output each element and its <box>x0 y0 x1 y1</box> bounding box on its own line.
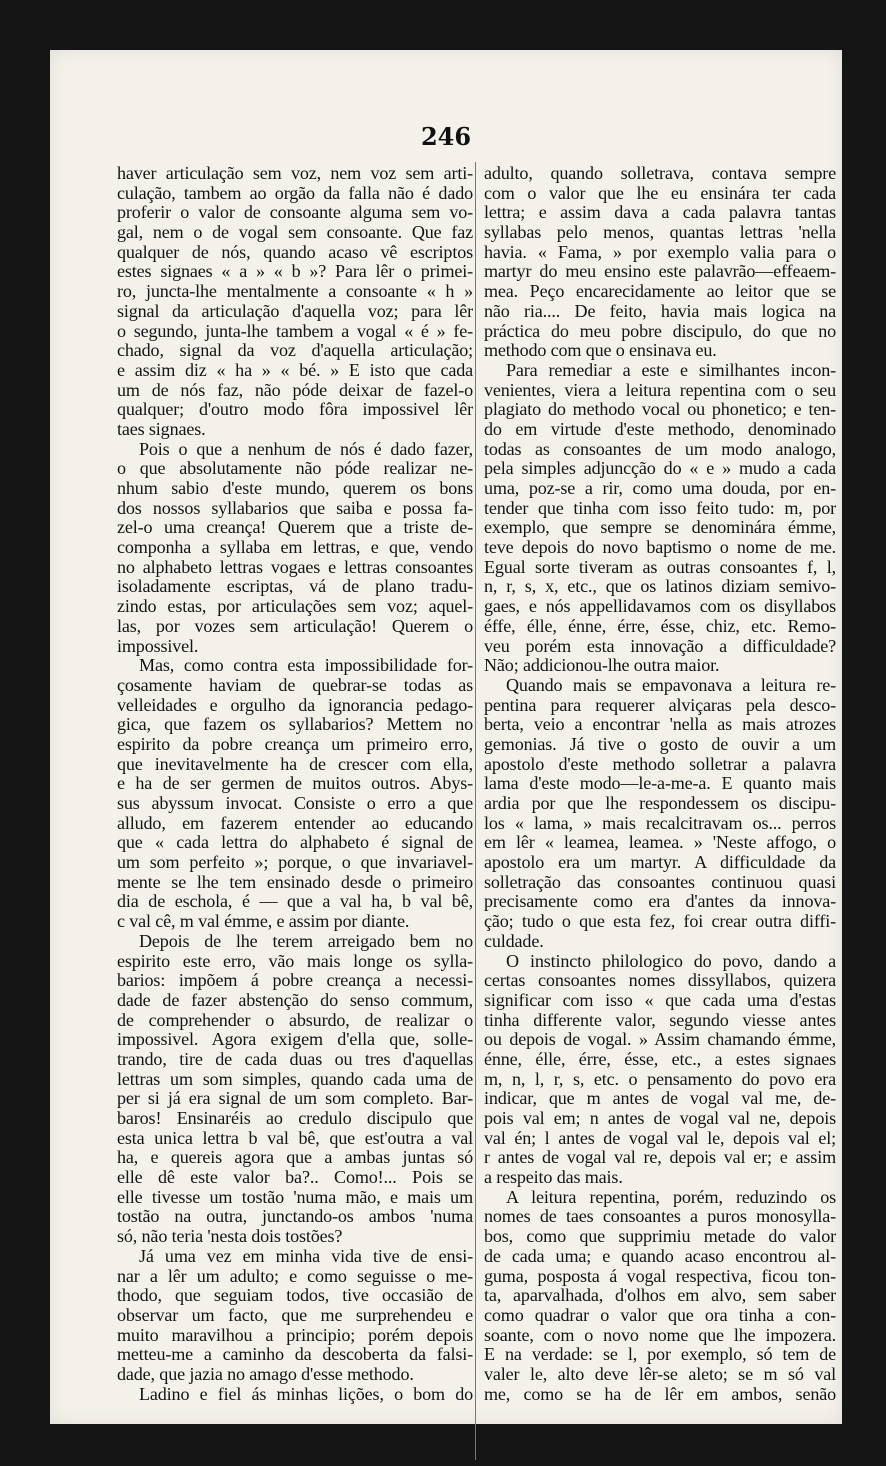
text-line: val én; l antes de vogal val le, depois val el; <box>484 1128 836 1148</box>
text-line: m, n, l, r, s, etc. o pensamento do povo era <box>484 1069 836 1089</box>
text-line: de cada uma; e quando acaso encontrou al- <box>484 1246 836 1266</box>
text-line: qualquer; d'outro modo fôra impossivel lêr <box>117 400 473 420</box>
page-number: 246 <box>420 122 472 151</box>
text-line: tinha differente valor, segundo viesse antes <box>484 1010 836 1030</box>
text-line: havia. « Fama, » por exemplo valia para o <box>484 242 836 262</box>
text-line: per si já era signal de um som completo. Bar- <box>117 1089 473 1109</box>
text-line: berta, veio a encontrar 'nella as mais atrozes <box>484 715 836 735</box>
text-line: certas consoantes nomes dissyllabos, quizera <box>484 971 836 991</box>
text-line: gal, nem o de vogal sem consoante. Que faz <box>117 223 473 243</box>
text-line: tender que tinha com isso feito tudo: m, por <box>484 498 836 518</box>
text-line: o que absolutamente não póde realizar ne- <box>117 459 473 479</box>
text-line: componha a syllaba em lettras, e que, vendo <box>117 538 473 558</box>
text-line: syllabas pelo menos, quantas lettras 'nella <box>484 223 836 243</box>
text-line: observar um facto, que me surprehendeu e <box>117 1305 473 1325</box>
right-column <box>484 164 836 1404</box>
text-line: plagiato do methodo vocal ou phonetico; e ten- <box>484 400 836 420</box>
text-line: dade de fazer abstenção do senso commum, <box>117 990 473 1010</box>
text-line: culdade. <box>484 931 544 951</box>
text-line: Quando mais se empavonava a leitura re- <box>506 675 836 695</box>
text-line: methodo com que o ensinava eu. <box>484 341 717 361</box>
text-line: no alphabeto lettras vogaes e lettras consoantes <box>117 557 473 577</box>
text-line: um de nós faz, não póde deixar de fazel-o <box>117 380 473 400</box>
text-line: thodo, que seguiam todos, tive occasião de <box>117 1286 473 1306</box>
text-line: exemplo, que sempre se denominára émme, <box>484 518 836 538</box>
text-line: venientes, viera a leitura repentina com o seu <box>484 380 836 400</box>
text-line: gemonias. Já tive o gosto de ouvir a um <box>484 734 836 754</box>
text-line: lama d'este modo—le-a-me-a. E quanto mais <box>484 774 836 794</box>
text-line: ha, e quereis agora que a ambas juntas só <box>117 1148 473 1168</box>
text-line: veu porém esta innovação a difficuldade? <box>484 636 836 656</box>
text-line: martyr do meu ensino este palavrão—effeaem- <box>484 262 836 282</box>
text-line: ção; tudo o que esta fez, foi crear outra diffi- <box>484 912 836 932</box>
column-divider <box>475 162 476 1460</box>
text-line: gaes, e nós appellidavamos com os disyllabos <box>484 597 836 617</box>
text-line: trando, tire de cada duas ou tres d'aquellas <box>117 1049 473 1069</box>
text-line: adulto, quando solletrava, contava sempre <box>484 164 836 183</box>
text-line: ardia por que lhe respondessem os discipu- <box>484 794 836 813</box>
text-line: r antes de vogal val re, depois val er; e assim <box>484 1148 836 1168</box>
text-line: metteu-me a caminho da descoberta da falsi- <box>117 1345 473 1365</box>
text-line: velleidades e orgulho da ignorancia pedago- <box>117 695 473 715</box>
text-line: dos nossos syllabarios que saiba e possa fa- <box>117 498 473 518</box>
text-line: estes signaes « a » « b »? Para lêr o primei- <box>117 262 473 282</box>
text-line: teve depois do novo baptismo o nome de me. <box>484 538 836 558</box>
text-line: um som perfeito »; porque, o que invariavel- <box>117 853 473 873</box>
text-line: culação, tambem ao orgão da falla não é dado <box>117 183 473 203</box>
text-line: gica, que fazem os syllabarios? Mettem no <box>117 715 473 735</box>
text-line: sus abyssum invocat. Consiste o erro a que <box>117 794 473 813</box>
text-line: Depois de lhe terem arreigado bem no <box>139 931 473 951</box>
text-line: esta unica lettra b val bê, que est'outra a val <box>117 1128 473 1148</box>
text-line: bos, como que supprimiu metade do valor <box>484 1227 836 1247</box>
text-line: uma, poz-se a rir, como uma douda, por en- <box>484 479 836 498</box>
book-page <box>50 50 842 1424</box>
text-line: a respeito das mais. <box>484 1168 623 1188</box>
text-line: Para remediar a este e similhantes incon- <box>506 360 836 380</box>
text-line: de comprehender o absurdo, de realizar o <box>117 1010 473 1030</box>
text-line: ta, aparvalhada, d'olhos em alvo, sem saber <box>484 1286 836 1306</box>
text-line: c val cê, m val émme, e assim por diante. <box>117 912 410 932</box>
text-line: las, por vozes sem articulação! Querem o <box>117 616 473 636</box>
text-line: E na verdade: se l, por exemplo, só tem de <box>484 1345 836 1365</box>
text-line: taes signaes. <box>117 419 206 439</box>
text-line: barios: impõem á pobre creança a necessi- <box>117 971 473 991</box>
text-line: O instincto philologico do povo, dando a <box>506 951 836 971</box>
text-line: A leitura repentina, porém, reduzindo os <box>506 1187 836 1207</box>
text-line: dade, que jazia no amago d'esse methodo. <box>117 1364 414 1384</box>
text-line: espirito este erro, vão mais longe os sylla- <box>117 951 473 971</box>
text-line: só, não teria 'nesta dois tostões? <box>117 1227 343 1247</box>
text-line: elle dê este valor ba?.. Como!... Pois se <box>117 1168 473 1188</box>
text-line: pela simples adjuncção do « e » mudo a cada <box>484 459 836 479</box>
text-line: valer le, alto deve lêr-se aleto; se m só val <box>484 1364 836 1384</box>
text-line: ou depois de vogal. » Assim chamando émme, <box>484 1030 836 1050</box>
text-line: lettras um som simples, quando cada uma de <box>117 1069 473 1089</box>
text-line: ro, juncta-lhe mentalmente a consoante « h » <box>117 282 473 302</box>
text-line: n, r, s, x, etc., que os latinos diziam semivo- <box>484 577 836 597</box>
text-line: Já uma vez em minha vida tive de ensi- <box>139 1246 473 1266</box>
text-line: Pois o que a nenhum de nós é dado fazer, <box>139 439 473 459</box>
text-line: com o valor que lhe eu ensinára ter cada <box>484 183 836 203</box>
text-line: çosamente haviam de quebrar-se todas as <box>117 675 473 695</box>
text-line: Mas, como contra esta impossibilidade for- <box>139 656 473 676</box>
text-line: mente se lhe tem ensinado desde o primeiro <box>117 872 473 892</box>
text-line: indicar, que m antes de vogal val me, de- <box>484 1089 836 1109</box>
text-line: que « cada lettra do alphabeto é signal de <box>117 833 473 853</box>
text-line: pentina para requerer alviçaras pela desco- <box>484 695 836 715</box>
text-line: éffe, élle, énne, érre, ésse, chiz, etc. Remo- <box>484 616 836 636</box>
text-line: nar a lêr um adulto; e como seguisse o me- <box>117 1266 473 1286</box>
text-line: Egual sorte tiveram as outras consoantes f, l, <box>484 557 836 577</box>
text-line: impossivel. <box>117 636 199 656</box>
text-line: e assim diz « ha » « bé. » E isto que cada <box>117 360 473 380</box>
text-line: elle tivesse um tostão 'numa mão, e mais um <box>117 1187 473 1207</box>
text-line: nomes de taes consoantes a puros monosylla- <box>484 1207 836 1227</box>
text-line: tostão na outra, junctando-os ambos 'numa <box>117 1207 473 1227</box>
text-line: e ha de ser germen de muitos outros. Abys- <box>117 774 473 794</box>
text-line: práctica do meu pobre discipulo, do que no <box>484 321 836 341</box>
left-column <box>117 164 473 1404</box>
text-line: qualquer de nós, quando acaso vê escriptos <box>117 242 473 262</box>
text-line: me, como se ha de lêr em ambos, senão <box>484 1384 836 1404</box>
text-line: pois val em; n antes de vogal val ne, depois <box>484 1109 836 1128</box>
text-line: impossivel. Agora exigem d'ella que, solle- <box>117 1030 473 1050</box>
text-line: soante, com o novo nome que lhe impozera. <box>484 1325 836 1345</box>
text-line: chado, signal da voz d'aquella articulação; <box>117 341 473 361</box>
text-line: guma, posposta á vogal respectiva, ficou ton- <box>484 1266 836 1286</box>
text-line: isoladamente escriptas, vá de plano tradu- <box>117 577 473 597</box>
text-line: apostolo d'este methodo solletrar a palavra <box>484 754 836 774</box>
text-line: dia de eschola, é — que a val ha, b val bê, <box>117 892 473 912</box>
text-line: que inevitavelmente ha de crescer com ella, <box>117 754 473 774</box>
text-line: como quadrar o valor que ora tinha a con- <box>484 1305 836 1325</box>
text-line: muito maravilhou a principio; porém depois <box>117 1325 473 1345</box>
text-line: nhum sabio d'este mundo, querem os bons <box>117 479 473 498</box>
text-line: alludo, em fazerem entender ao educando <box>117 813 473 833</box>
text-line: haver articulação sem voz, nem voz sem arti- <box>117 164 473 183</box>
text-line: zel-o uma creança! Querem que a triste de- <box>117 518 473 538</box>
text-line: Ladino e fiel ás minhas lições, o bom do <box>139 1384 473 1404</box>
text-line: apostolo era um martyr. A difficuldade da <box>484 853 836 873</box>
text-line: lettra; e assim dava a cada palavra tantas <box>484 203 836 223</box>
text-line: em lêr « leamea, leamea. » 'Neste affogo, o <box>484 833 836 853</box>
text-line: mea. Peço encarecidamente ao leitor que se <box>484 282 836 302</box>
text-line: do em virtude d'este methodo, denominado <box>484 419 836 439</box>
text-line: zindo estas, por articulações sem voz; aquel- <box>117 597 473 617</box>
text-line: los « lama, » mais recalcitravam os... perros <box>484 813 836 833</box>
text-line: baros! Ensinaréis ao credulo discipulo que <box>117 1109 473 1128</box>
text-line: solletração das consoantes continuou quasi <box>484 872 836 892</box>
text-line: proferir o valor de consoante alguma sem vo- <box>117 203 473 223</box>
text-line: signal da articulação d'aquella voz; para lêr <box>117 301 473 321</box>
text-line: não ria.... De feito, havia mais logica na <box>484 301 836 321</box>
text-line: espirito da pobre creança um primeiro erro, <box>117 734 473 754</box>
text-line: significar com isso « que cada uma d'estas <box>484 990 836 1010</box>
text-line: Não; addicionou-lhe outra maior. <box>484 656 720 676</box>
text-line: o segundo, junta-lhe tambem a vogal « é » fe- <box>117 321 473 341</box>
text-line: precisamente como era d'antes da innova- <box>484 892 836 912</box>
text-line: todas as consoantes de um modo analogo, <box>484 439 836 459</box>
text-line: énne, élle, érre, ésse, etc., a estes signaes <box>484 1049 836 1069</box>
